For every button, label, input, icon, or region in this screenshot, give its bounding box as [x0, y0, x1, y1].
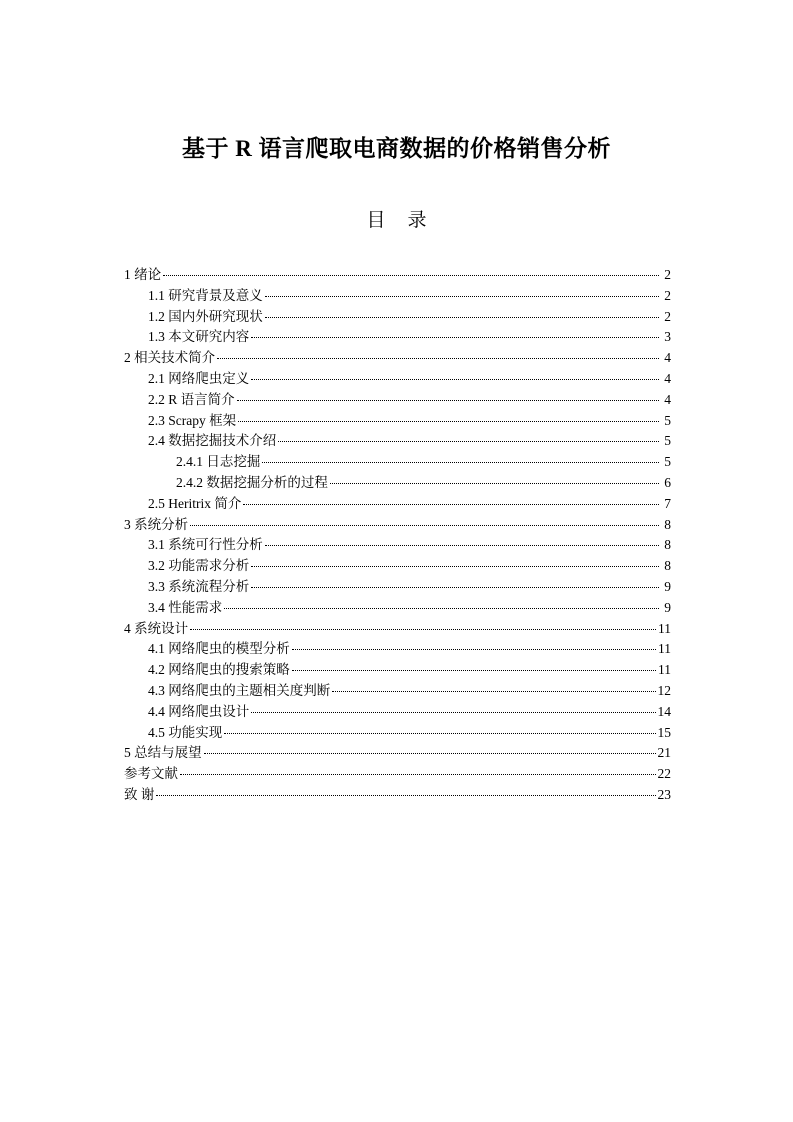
toc-entry[interactable]: [124, 785, 671, 806]
toc-entry-label: 3.2 功能需求分析: [148, 558, 250, 574]
toc-leader-dots: [224, 733, 655, 734]
toc-leader-dots: [251, 337, 659, 338]
toc-entry-label: 3.1 系统可行性分析: [148, 537, 263, 553]
toc-entry[interactable]: [124, 327, 671, 348]
toc-leader-dots: [265, 545, 659, 546]
toc-entry[interactable]: [124, 307, 671, 328]
toc-entry[interactable]: [124, 286, 671, 307]
toc-entry-label: 2.4.2 数据挖掘分析的过程: [176, 474, 328, 490]
toc-entry[interactable]: [124, 452, 671, 473]
toc-leader-dots: [224, 608, 659, 609]
toc-leader-dots: [330, 483, 659, 484]
toc-leader-dots: [251, 379, 659, 380]
toc-entry[interactable]: [124, 556, 671, 577]
toc-entry[interactable]: [124, 598, 671, 619]
toc-leader-dots: [262, 462, 659, 463]
toc-entry-page: 7: [664, 495, 671, 511]
toc-entry[interactable]: [124, 411, 671, 432]
toc-leader-dots: [190, 629, 656, 630]
toc-entry[interactable]: [124, 764, 671, 785]
toc-leader-dots: [217, 358, 659, 359]
toc-entry-label: 参考文献: [124, 766, 178, 782]
toc-entry[interactable]: [124, 577, 671, 598]
toc-entry[interactable]: [124, 348, 671, 369]
toc-entry-label: 1.2 国内外研究现状: [148, 308, 263, 324]
toc-entry-page: 4: [664, 391, 671, 407]
toc-leader-dots: [332, 691, 655, 692]
toc-entry-label: 2.2 R 语言简介: [148, 391, 235, 407]
toc-leader-dots: [265, 317, 659, 318]
toc-entry[interactable]: [124, 660, 671, 681]
toc-entry-label: 1.3 本文研究内容: [148, 329, 250, 345]
toc-entry[interactable]: [124, 702, 671, 723]
toc-entry-page: 6: [664, 474, 671, 490]
toc-entry-label: 4.4 网络爬虫设计: [148, 703, 250, 719]
toc-leader-dots: [278, 441, 659, 442]
toc-entry-page: 14: [657, 703, 671, 719]
toc-entry-label: 4.2 网络爬虫的搜索策略: [148, 662, 290, 678]
toc-entry-label: 1.1 研究背景及意义: [148, 287, 263, 303]
toc-entry[interactable]: [124, 390, 671, 411]
toc-entry-label: 3.3 系统流程分析: [148, 578, 250, 594]
table-of-contents: [124, 265, 671, 806]
toc-heading-char-2: 录: [407, 210, 427, 231]
toc-entry-page: 2: [664, 267, 671, 282]
toc-entry-page: 9: [664, 599, 671, 615]
toc-heading-char-1: 目: [366, 210, 386, 231]
toc-entry-page: 12: [657, 682, 671, 698]
toc-entry[interactable]: [124, 681, 671, 702]
toc-entry-page: 9: [664, 578, 671, 594]
toc-leader-dots: [243, 504, 659, 505]
toc-entry[interactable]: [124, 494, 671, 515]
toc-leader-dots: [292, 670, 656, 671]
toc-entry[interactable]: [124, 535, 671, 556]
toc-entry-page: 15: [657, 724, 671, 740]
toc-entry-page: 22: [657, 766, 671, 782]
toc-entry-page: 8: [664, 558, 671, 574]
toc-entry[interactable]: [124, 723, 671, 744]
toc-leader-dots: [163, 275, 659, 276]
toc-leader-dots: [265, 296, 659, 297]
toc-entry-page: 11: [658, 620, 671, 636]
toc-entry-label: 4.1 网络爬虫的模型分析: [148, 641, 290, 657]
toc-entry-label: 2.4.1 日志挖掘: [176, 454, 261, 470]
toc-entry-page: 23: [657, 786, 671, 802]
toc-entry-page: 2: [664, 308, 671, 324]
toc-entry-page: 21: [657, 745, 671, 761]
toc-entry[interactable]: [124, 369, 671, 390]
toc-entry[interactable]: [124, 619, 671, 640]
toc-entry-page: 3: [664, 329, 671, 345]
toc-entry-label: 4.3 网络爬虫的主题相关度判断: [148, 682, 331, 698]
toc-entry-label: 4.5 功能实现: [148, 724, 223, 740]
toc-entry[interactable]: [124, 473, 671, 494]
toc-entry-label: 4 系统设计: [124, 620, 189, 636]
toc-entry-label: 5 总结与展望: [124, 745, 202, 761]
toc-entry-label: 1 绪论: [124, 267, 162, 282]
toc-entry-page: 5: [664, 454, 671, 470]
toc-entry[interactable]: [124, 639, 671, 660]
toc-entry-label: 3.4 性能需求: [148, 599, 223, 615]
toc-leader-dots: [237, 400, 659, 401]
toc-leader-dots: [238, 421, 659, 422]
toc-entry[interactable]: [124, 515, 671, 536]
toc-entry[interactable]: [124, 743, 671, 764]
toc-entry-page: 2: [664, 287, 671, 303]
toc-entry-label: 2.5 Heritrix 简介: [148, 495, 242, 511]
toc-entry-page: 5: [664, 412, 671, 428]
toc-entry-page: 5: [664, 433, 671, 449]
toc-leader-dots: [251, 587, 659, 588]
toc-entry-label: 2.1 网络爬虫定义: [148, 370, 250, 386]
toc-leader-dots: [190, 525, 659, 526]
toc-leader-dots: [180, 774, 656, 775]
toc-leader-dots: [156, 795, 655, 796]
toc-entry-label: 致 谢: [124, 786, 155, 802]
toc-entry[interactable]: [124, 431, 671, 452]
document-title: 基于 R 语言爬取电商数据的价格销售分析: [181, 136, 612, 161]
toc-entry-page: 11: [658, 641, 671, 657]
toc-entry-page: 11: [658, 662, 671, 678]
toc-entry-label: 2 相关技术简介: [124, 350, 216, 366]
toc-entry-label: 3 系统分析: [124, 516, 189, 532]
toc-leader-dots: [251, 566, 659, 567]
toc-entry-label: 2.3 Scrapy 框架: [148, 412, 237, 428]
toc-heading: [0, 205, 793, 232]
toc-entry[interactable]: [124, 265, 671, 286]
toc-leader-dots: [204, 753, 656, 754]
toc-entry-page: 4: [664, 370, 671, 386]
toc-leader-dots: [292, 649, 656, 650]
toc-entry-label: 2.4 数据挖掘技术介绍: [148, 433, 277, 449]
toc-entry-page: 8: [664, 537, 671, 553]
toc-entry-page: 8: [664, 516, 671, 532]
toc-entry-page: 4: [664, 350, 671, 366]
toc-leader-dots: [251, 712, 655, 713]
